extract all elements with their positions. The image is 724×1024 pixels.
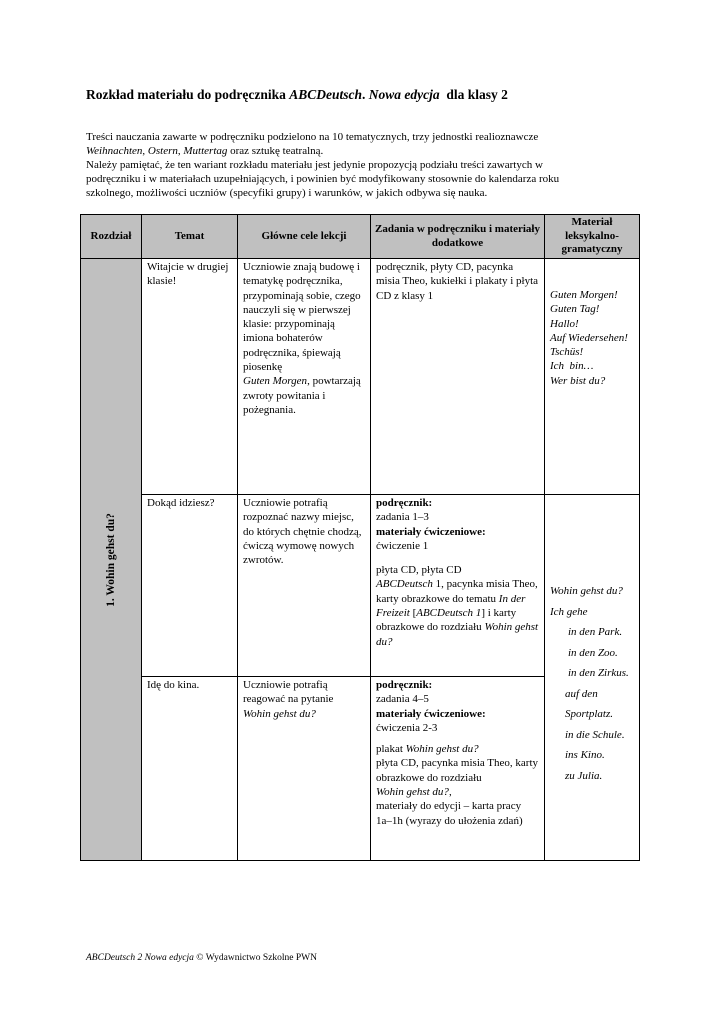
row3-goals-text: Uczniowie potrafią reagować na pytanie (243, 679, 334, 706)
intro-text (86, 130, 638, 200)
row2-book-2: ABCDeutsch 1 (416, 607, 482, 620)
row3-tasks-label-2: materiały ćwiczeniowe: (376, 707, 486, 720)
row2-tasks-extra: płyta CD, płyta CD (376, 564, 462, 577)
row2-tasks-extra-2: 1, pacynka misia Theo, karty obrazkowe do tematu (376, 578, 538, 605)
row2-chapter-ref: Wohin gehst du? (376, 621, 539, 648)
row3-chapter-ref: Wohin gehst du? (376, 786, 449, 799)
table-row (81, 259, 640, 495)
vocab-line: zu Julia. (565, 769, 603, 782)
page-footer (86, 953, 317, 963)
vocab-item: Hallo! (550, 317, 579, 330)
title-prefix: Rozkład materiału do podręcznika (86, 87, 290, 102)
row2-tasks-extra-3: [ (409, 607, 417, 620)
vocab-item: Wer bist du? (550, 374, 606, 387)
vocab-line: in die Schule. (565, 728, 625, 741)
vocab-line: in den Park. (568, 626, 623, 638)
intro-comma-1: , (142, 145, 148, 157)
row3-topic: Idę do kina. (142, 677, 238, 861)
table-header-row (81, 215, 640, 259)
vocab-line: Wohin gehst du? (550, 585, 623, 597)
intro-p1-b: oraz sztukę teatralną. (227, 145, 324, 157)
header-goals: Główne cele lekcji (238, 215, 371, 259)
vocab-item: Tschüs! (550, 346, 584, 359)
row2-topic: Dokąd idziesz? (142, 495, 238, 677)
row3-comma: , (448, 786, 452, 799)
row3-tasks-value-2: ćwiczenia 2-3 (376, 721, 438, 734)
title-suffix: dla klasy 2 (439, 87, 508, 102)
row3-tasks-value-1: zadania 4–5 (376, 693, 429, 706)
vocab-item: Guten Tag! (550, 303, 600, 316)
row3-tasks-label-1: podręcznik: (376, 679, 433, 691)
vocab-item: Auf Wiedersehen! (550, 331, 628, 344)
row1-goals-end: , powtarzają zwroty powitania i pożegnania. (243, 375, 361, 416)
row2-tasks-value-2: ćwiczenie 1 (376, 539, 429, 552)
intro-holiday-3: Muttertag (183, 145, 228, 157)
title-book: ABCDeutsch (289, 87, 363, 102)
page-title (86, 87, 508, 103)
chapter-cell (81, 259, 142, 861)
row1-topic: Witajcie w drugiej klasie! (142, 259, 238, 495)
footer-copyright: © Wydawnictwo Szkolne PWN (193, 953, 318, 963)
row1-song-title: Guten Morgen (243, 375, 308, 388)
vocab-line: ins Kino. (565, 749, 605, 761)
row3-cd: płyta CD, pacynka misia Theo, karty obrazkowe do rozdziału (376, 757, 539, 784)
intro-p2-line-1: Należy pamiętać, że ten wariant rozkładu materiału jest jedynie propozycją podziału treści zawartych w (86, 159, 543, 171)
row3-poster-title: Wohin gehst du? (405, 743, 479, 756)
row1-tasks: podręcznik, płyty CD, pacynka misia Theo, kukiełki i plakaty i płyta CD z klasy 1 (371, 259, 545, 495)
row2-topic-ref: In der Freizeit (376, 592, 526, 620)
intro-holiday-2: Ostern (147, 145, 178, 157)
row1-goals-text: Uczniowie znają budowę i tematykę podręcznika, przypominają sobie, czego nauczyli się w pierwszej klasie: przypominają imiona bohaterów podręcznika, śpiewają piosenkę (243, 261, 361, 374)
row2-tasks-extra-4: ] i karty obrazkowe do rozdziału (376, 607, 517, 634)
table-row (81, 495, 640, 677)
intro-p1-a: Treści nauczania zawarte w podręczniku podzielono na 10 tematycznych, trzy jednostki realioznawcze (86, 131, 539, 143)
intro-comma-2: , (177, 145, 184, 157)
intro-p2-line-2: podręczniku i w materiałach uzupełniających, i powinien być modyfikowany stosownie do kalendarza roku (86, 173, 560, 185)
intro-holiday-1: Weihnachten (86, 145, 143, 157)
vocab-line: Ich gehe (550, 605, 588, 618)
vocab-line: auf den Sportplatz. (565, 687, 613, 720)
row3-question: Wohin gehst du? (243, 707, 316, 720)
row3-goals (238, 677, 371, 861)
title-edition: Nowa edycja (368, 87, 440, 102)
row2-tasks (371, 495, 545, 677)
vocab-item: Guten Morgen! (550, 289, 618, 301)
row2-tasks-label-2: materiały ćwiczeniowe: (376, 525, 486, 538)
intro-paragraph-1 (86, 130, 638, 158)
row1-vocab (545, 259, 640, 495)
vocab-shared (545, 495, 640, 861)
intro-p2-line-3: szkolnego, możliwości uczniów (specyfiki grupy) i warunków, w jakich odbywa się nauka. (86, 187, 488, 199)
row2-goals: Uczniowie potrafią rozpoznać nazwy miejsc, do których chętnie chodzą, ćwiczą wymowę nowych zwrotów. (238, 495, 371, 677)
vocab-item: Ich bin… (550, 360, 594, 373)
vocab-line: in den Zoo. (568, 646, 618, 659)
header-chapter: Rozdział (81, 215, 142, 259)
vocab-line: in den Zirkus. (568, 667, 629, 679)
header-topic: Temat (142, 215, 238, 259)
header-tasks: Zadania w podręczniku i materiały dodatkowe (371, 215, 545, 259)
row3-poster (376, 742, 539, 756)
row2-tasks-label-1: podręcznik: (376, 497, 433, 509)
footer-book: ABCDeutsch 2 Nowa edycja (86, 953, 194, 963)
intro-paragraph-2 (86, 158, 638, 200)
row2-tasks-value-1: zadania 1–3 (376, 511, 429, 524)
syllabus-table (80, 214, 640, 861)
row3-tasks (371, 677, 545, 861)
row3-poster-label: plakat (376, 743, 406, 756)
row2-book: ABCDeutsch (376, 578, 433, 591)
row3-edu: materiały do edycji – karta pracy 1a–1h (wyrazy do ułożenia zdań) (376, 800, 523, 827)
row1-goals (238, 259, 371, 495)
chapter-label: 1. Wohin gehst du? (104, 512, 117, 607)
title-dot: . (362, 87, 369, 102)
header-material: Materiał leksykalno-gramatyczny (545, 215, 640, 259)
